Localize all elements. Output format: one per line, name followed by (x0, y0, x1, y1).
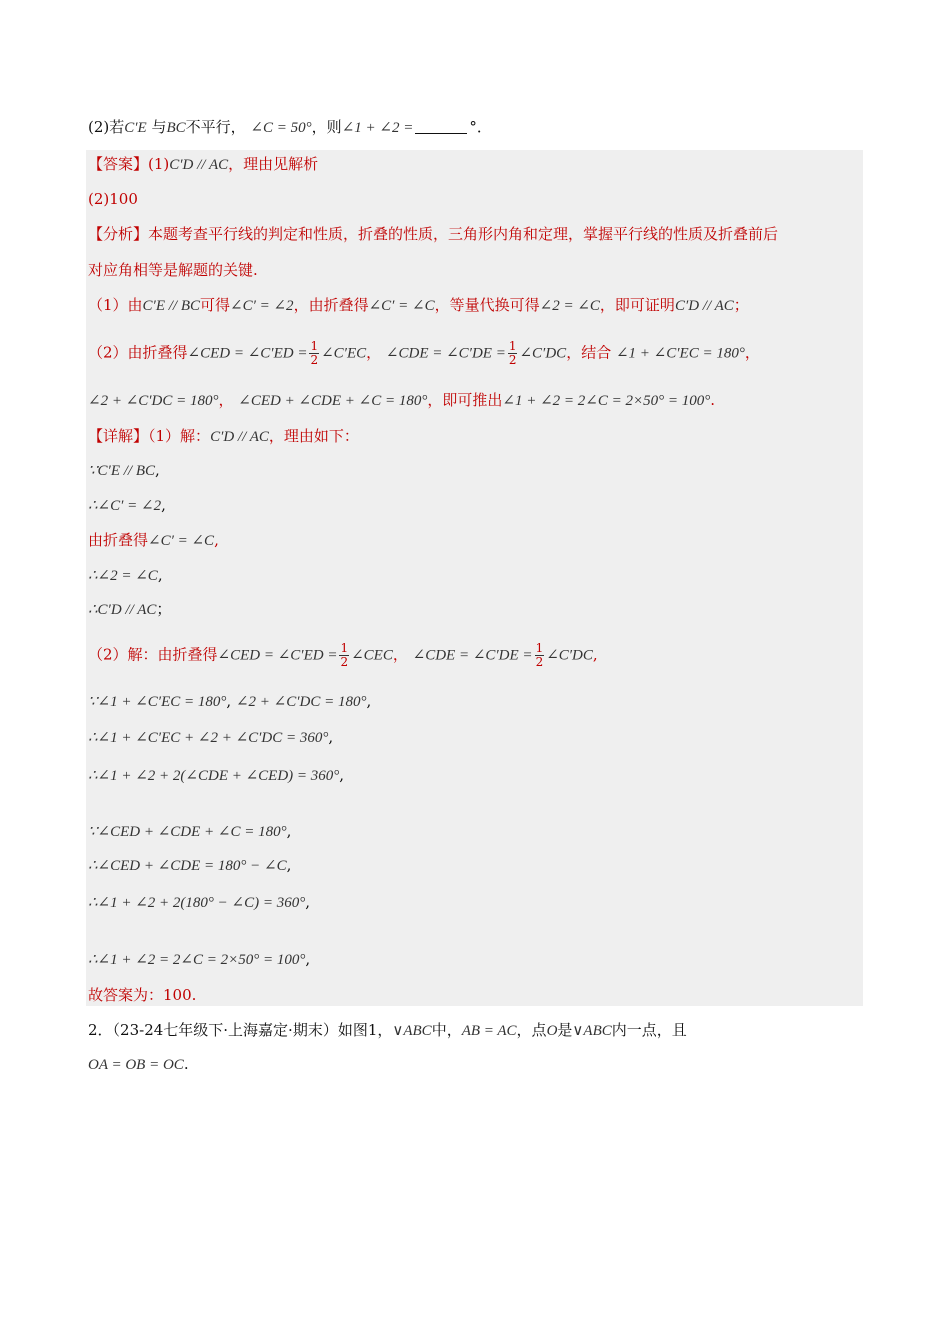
analysis-line1: 【分析】本题考查平行线的判定和性质，折叠的性质，三角形内角和定理，掌握平行线的性质及折叠前后 (88, 225, 779, 243)
detail-line10: ∴∠CED + ∠CDE = 180° − ∠C, (88, 856, 292, 874)
fraction-half: $\frac{1}{2}$ (535, 641, 544, 669)
analysis-step1: （1）由C′E // BC可得∠C′ = ∠2，由折叠得∠C′ = ∠C，等量代换可得∠2 = ∠C，即可证明C′D // AC； (88, 296, 749, 314)
detail-line2: ∴∠C′ = ∠2, (88, 496, 166, 514)
analysis-step2-cont: ∠2 + ∠C′DC = 180°， ∠CED + ∠CDE + ∠C = 180°，即可推出∠1 + ∠2 = 2∠C = 2×50° = 100°. (88, 391, 715, 409)
question-part2: (2)若C′E 与BC不平行， ∠C = 50°，则∠1 + ∠2 = °． (88, 118, 492, 136)
detail-line1: ∵C′E // BC, (88, 461, 160, 479)
analysis-line2: 对应角相等是解题的关键. (88, 261, 258, 279)
detail-heading: 【详解】（1）解：C′D // AC，理由如下： (88, 427, 359, 445)
fraction-half: $\frac{1}{2}$ (340, 641, 349, 669)
detail-line7: ∴∠1 + ∠C′EC + ∠2 + ∠C′DC = 360°, (88, 728, 334, 746)
answer-part2: (2)100 (88, 190, 138, 208)
detail-line8: ∴∠1 + ∠2 + 2(∠CDE + ∠CED) = 360°, (88, 766, 345, 784)
answer-line: 【答案】(1)C′D // AC，理由见解析 (88, 155, 319, 173)
detail-line12: ∴∠1 + ∠2 = 2∠C = 2×50° = 100°, (88, 950, 311, 968)
analysis-step2: （2）由折叠得∠CED = ∠C′ED = $\frac{1}{2}$ ∠C′EC， ∠CDE = ∠C′DE = $\frac{1}{2}$ ∠C′DC，结合 ∠1 + ∠C′EC = 180°， (88, 339, 760, 367)
detail-line5: ∴C′D // AC； (88, 600, 172, 618)
detail-line4: ∴∠2 = ∠C, (88, 566, 163, 584)
detail-line9: ∵∠CED + ∠CDE + ∠C = 180°, (88, 822, 292, 840)
question-2: 2．（23-24七年级下·上海嘉定·期末）如图1，∨ABC中，AB = AC，点O是∨ABC内一点，且 (88, 1021, 687, 1039)
fraction-half: $\frac{1}{2}$ (310, 339, 319, 367)
final-answer: 故答案为：100. (88, 986, 197, 1004)
detail-line3: 由折叠得∠C′ = ∠C, (88, 531, 219, 549)
answer-blank (415, 119, 467, 134)
fraction-half: $\frac{1}{2}$ (508, 339, 517, 367)
detail-part2-heading: （2）解：由折叠得∠CED = ∠C′ED = $\frac{1}{2}$ ∠CEC， ∠CDE = ∠C′DE = $\frac{1}{2}$ ∠C′DC, (88, 641, 598, 669)
detail-line11: ∴∠1 + ∠2 + 2(180° − ∠C) = 360°, (88, 893, 311, 911)
detail-line6: ∵∠1 + ∠C′EC = 180°, ∠2 + ∠C′DC = 180°, (88, 692, 372, 710)
question-2-cont: OA = OB = OC. (88, 1055, 189, 1073)
